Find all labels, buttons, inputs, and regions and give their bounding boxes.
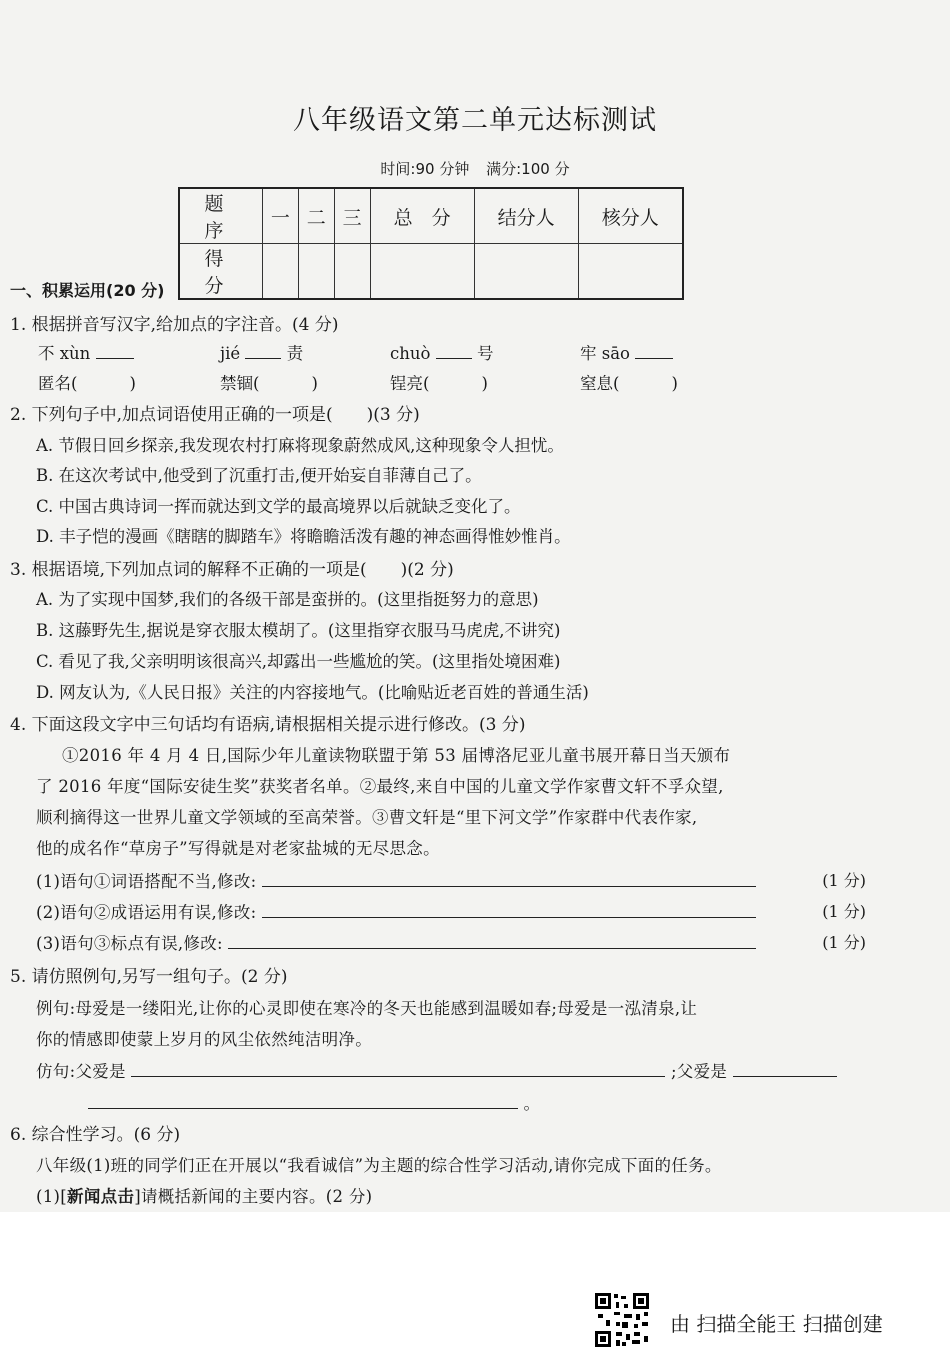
- scanner-watermark: [590, 1290, 930, 1346]
- score-blank-cell: [298, 244, 334, 300]
- score-cell: 总 分: [370, 188, 474, 244]
- score-cell: 一: [263, 188, 299, 244]
- q4-paragraph-line: ①2016 年 4 月 4 日,国际少年儿童读物联盟于第 53 届博洛尼亚儿童书展开幕日当天颁布: [62, 746, 731, 765]
- question-5-stem: 5. 请仿照例句,另写一组句子。(2 分): [10, 967, 288, 987]
- q4-paragraph-line: 顺利摘得这一世界儿童文学领域的至高荣誉。③曹文轩是“里下河文学”作家群中代表作家,: [36, 808, 698, 827]
- q3-option-c: C. 看见了我,父亲明明该很高兴,却露出一些尴尬的笑。(这里指处境困难): [36, 652, 561, 671]
- q4-sub-points: (1 分): [822, 933, 866, 952]
- q1-char-4: [580, 370, 678, 394]
- q1-char: ): [481, 374, 488, 393]
- q1-item-3: [390, 340, 493, 364]
- q6-sub-rest: ]请概括新闻的主要内容。(2 分): [134, 1187, 373, 1206]
- q2-option-c: C. 中国古典诗词一挥而就达到文学的最高境界以后就缺乏变化了。: [36, 497, 521, 516]
- q6-sub-prefix: (1)[: [36, 1187, 68, 1206]
- answer-blank[interactable]: [635, 344, 673, 359]
- score-cell: 二: [298, 188, 334, 244]
- q3-option-d: D. 网友认为,《人民日报》关注的内容接地气。(比喻贴近老百姓的普通生活): [36, 683, 589, 702]
- q1-char-3: [390, 370, 488, 394]
- q2-option-d: D. 丰子恺的漫画《瞎瞎的脚踏车》将瞻瞻活泼有趣的神态画得惟妙惟肖。: [36, 527, 571, 546]
- score-blank-cell: [334, 244, 370, 300]
- q1-char: ): [671, 374, 678, 393]
- exam-meta: [0, 158, 950, 179]
- time-limit: 时间:90 分钟: [380, 160, 470, 178]
- answer-blank[interactable]: [262, 872, 756, 887]
- q1-char: 匿名(: [38, 374, 78, 393]
- q1-pinyin: 不 xùn: [38, 344, 91, 363]
- scanner-watermark-text: 由 扫描全能王 扫描创建: [670, 1312, 883, 1336]
- section-heading: 一、积累运用(20 分): [10, 281, 165, 300]
- question-2-stem: 2. 下列句子中,加点词语使用正确的一项是( )(3 分): [10, 405, 420, 425]
- q1-char: 锃亮(: [390, 374, 430, 393]
- q4-sub-points: (1 分): [822, 871, 866, 890]
- answer-blank[interactable]: [436, 344, 472, 359]
- score-table-header-row: [179, 188, 683, 244]
- question-1-stem: 1. 根据拼音写汉字,给加点的字注音。(4 分): [10, 315, 339, 335]
- q5-imitate-label: ;父爱是: [670, 1062, 728, 1081]
- q1-char-1: [38, 370, 136, 394]
- q4-sub-3: [36, 930, 756, 954]
- q1-char-2: [220, 370, 318, 394]
- score-table: [178, 187, 684, 300]
- q4-sub-2: [36, 899, 756, 923]
- answer-blank[interactable]: [96, 344, 134, 359]
- answer-blank[interactable]: [88, 1094, 518, 1109]
- q1-char: 窒息(: [580, 374, 620, 393]
- question-3-stem: 3. 根据语境,下列加点词的解释不正确的一项是( )(2 分): [10, 560, 454, 580]
- score-table-score-row: [179, 244, 683, 300]
- q1-char: ): [129, 374, 136, 393]
- q5-example-line: 你的情感即使蒙上岁月的风尘依然纯洁明净。: [36, 1030, 372, 1049]
- full-score: 满分:100 分: [486, 160, 570, 178]
- score-blank-cell: [578, 244, 683, 300]
- q4-sub-points: (1 分): [822, 902, 866, 921]
- q1-item-4: [580, 340, 673, 364]
- q1-pinyin: jié: [220, 344, 241, 363]
- q4-sub-label: (3)语句③标点有误,修改:: [36, 934, 223, 953]
- q2-option-a: A. 节假日回乡探亲,我发现农村打麻将现象蔚然成风,这种现象令人担忧。: [36, 436, 564, 455]
- q6-sub-bold: 新闻点击: [67, 1187, 135, 1206]
- q5-imitate-line: [36, 1058, 837, 1082]
- q4-paragraph-line: 了 2016 年度“国际安徒生奖”获奖者名单。②最终,来自中国的儿童文学作家曹文轩不孚众望,: [36, 777, 724, 796]
- score-cell: 核分人: [578, 188, 683, 244]
- answer-blank[interactable]: [262, 903, 756, 918]
- question-6-stem: 6. 综合性学习。(6 分): [10, 1125, 181, 1145]
- score-blank-cell: [474, 244, 578, 300]
- q1-pinyin: 牢 sāo: [580, 344, 630, 363]
- score-cell: 三: [334, 188, 370, 244]
- q4-sub-label: (2)语句②成语运用有误,修改:: [36, 903, 257, 922]
- q1-pinyin: 责: [286, 344, 304, 363]
- q1-pinyin: chuò: [390, 344, 431, 363]
- answer-blank[interactable]: [245, 344, 281, 359]
- score-cell: 得 分: [179, 244, 263, 300]
- qr-code-icon: [594, 1292, 650, 1348]
- q1-pinyin: 号: [476, 344, 494, 363]
- q5-continue-line: [88, 1090, 540, 1114]
- question-4-stem: 4. 下面这段文字中三句话均有语病,请根据相关提示进行修改。(3 分): [10, 715, 526, 735]
- q1-item-2: [220, 340, 303, 364]
- q6-sub-1: [36, 1183, 372, 1207]
- q3-option-a: A. 为了实现中国梦,我们的各级干部是蛮拼的。(这里指挺努力的意思): [36, 590, 539, 609]
- q1-char: ): [311, 374, 318, 393]
- answer-blank[interactable]: [131, 1062, 665, 1077]
- score-blank-cell: [370, 244, 474, 300]
- q1-char: 禁锢(: [220, 374, 260, 393]
- q6-intro: 八年级(1)班的同学们正在开展以“我看诚信”为主题的综合性学习活动,请你完成下面的任务。: [36, 1156, 722, 1175]
- q5-example-line: 例句:母爱是一缕阳光,让你的心灵即使在寒冷的冬天也能感到温暖如春;母爱是一泓清泉,让: [36, 999, 698, 1018]
- q4-sub-1: [36, 868, 756, 892]
- answer-blank[interactable]: [733, 1062, 837, 1077]
- exam-title: 八年级语文第二单元达标测试: [293, 105, 657, 136]
- q4-paragraph-line: 他的成名作“草房子”写得就是对老家盐城的无尽思念。: [36, 839, 440, 858]
- q3-option-b: B. 这藤野先生,据说是穿衣服太模胡了。(这里指穿衣服马马虎虎,不讲究): [36, 621, 561, 640]
- answer-blank[interactable]: [228, 934, 756, 949]
- q4-sub-label: (1)语句①词语搭配不当,修改:: [36, 872, 257, 891]
- q5-imitate-label: 仿句:父爱是: [36, 1062, 126, 1081]
- q5-end-mark: 。: [523, 1094, 541, 1113]
- score-cell: 结分人: [474, 188, 578, 244]
- q2-option-b: B. 在这次考试中,他受到了沉重打击,便开始妄自菲薄自己了。: [36, 466, 482, 485]
- score-cell: 题 序: [179, 188, 263, 244]
- q1-item-1: [38, 340, 134, 364]
